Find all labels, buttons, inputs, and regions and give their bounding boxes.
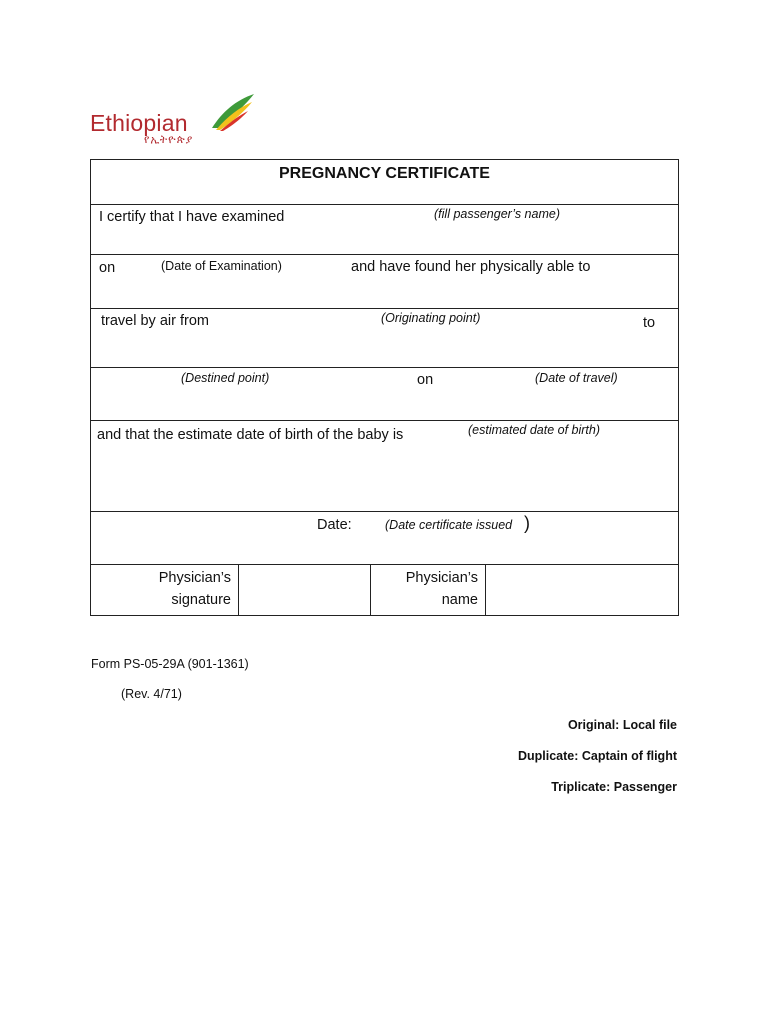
birth-date-hint: (estimated date of birth) xyxy=(468,423,601,437)
origin-hint: (Originating point) xyxy=(381,311,481,325)
form-number: Form PS-05-29A (901-1361) xyxy=(91,657,249,671)
name-label-line1: Physician’s xyxy=(405,570,478,586)
issue-date-hint: (Date certificate issued xyxy=(385,518,513,532)
birth-date-row[interactable] xyxy=(91,421,678,512)
closing-paren: ) xyxy=(524,513,530,533)
title-row xyxy=(91,160,678,205)
name-label xyxy=(371,567,478,611)
on-text: on xyxy=(99,260,116,276)
copy-original: Original: Local file xyxy=(567,718,677,732)
exam-date-hint: (Date of Examination) xyxy=(161,259,282,273)
certificate-form xyxy=(90,159,679,616)
destination-row[interactable] xyxy=(91,368,678,421)
travel-date-hint: (Date of travel) xyxy=(535,371,618,385)
on-text-2: on xyxy=(417,372,434,388)
issue-date-row[interactable] xyxy=(91,512,678,565)
copy-triplicate: Triplicate: Passenger xyxy=(551,780,677,794)
travel-from-text: travel by air from xyxy=(101,313,209,329)
name-label-line2: name xyxy=(441,592,478,608)
destination-hint: (Destined point) xyxy=(181,371,270,385)
signature-label xyxy=(91,567,231,611)
revision-text: (Rev. 4/71) xyxy=(121,687,182,701)
certify-text: I certify that I have examined xyxy=(99,209,285,225)
physician-name-field[interactable] xyxy=(486,565,678,615)
patient-name-row[interactable] xyxy=(91,205,678,255)
physician-row xyxy=(91,565,678,615)
signature-label-line2: signature xyxy=(171,592,231,608)
copy-duplicate: Duplicate: Captain of flight xyxy=(517,749,677,763)
ethiopian-logo xyxy=(90,92,260,152)
signature-label-line1: Physician’s xyxy=(158,570,231,586)
physically-able-text: and have found her physically able to xyxy=(351,259,591,275)
date-label: Date: xyxy=(317,517,352,533)
passenger-name-hint: (fill passenger’s name) xyxy=(434,207,560,221)
logo-wordmark: Ethiopian xyxy=(90,110,188,136)
signature-field[interactable] xyxy=(239,565,370,615)
estimate-birth-text: and that the estimate date of birth of the baby is xyxy=(97,427,404,443)
form-title: PREGNANCY CERTIFICATE xyxy=(279,165,490,182)
logo-amharic-text: የኢትዮጵያ xyxy=(144,133,194,146)
to-text: to xyxy=(643,315,656,331)
bird-feather-icon xyxy=(208,92,258,132)
exam-date-row[interactable] xyxy=(91,255,678,309)
origin-row[interactable] xyxy=(91,309,678,368)
